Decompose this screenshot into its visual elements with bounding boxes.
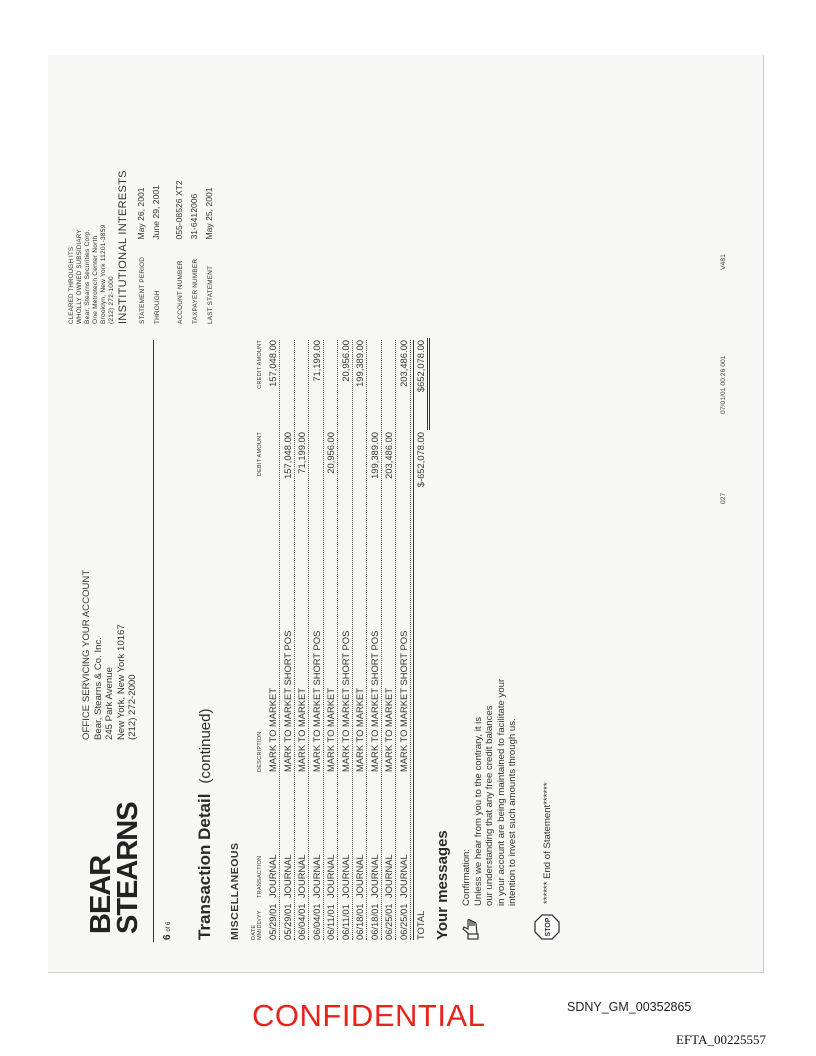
page-of: of 6 (166, 921, 172, 932)
total-debit: $-652,078.00 (415, 432, 426, 488)
stop-sign-icon (534, 914, 560, 940)
confirmation-message (461, 679, 519, 906)
office-line: OFFICE SERVICING YOUR ACCOUNT (81, 569, 92, 740)
field-label: ACCOUNT NUMBER (177, 260, 184, 324)
row-transaction: JOURNAL (325, 854, 336, 898)
total-underline (427, 338, 428, 430)
logo-line-2: STEARNS (112, 802, 144, 934)
clearing-small-line: WHOLLY OWNED SUBSIDIARY (76, 229, 83, 324)
statement-fields (131, 104, 214, 324)
row-description: MARK TO MARKET (325, 687, 336, 772)
header-transaction: TRANSACTION (257, 855, 263, 898)
field-value: June 29, 2001 (151, 185, 161, 240)
row-separator (308, 340, 309, 940)
office-line: (212) 272-2000 (127, 674, 138, 740)
section-title (195, 709, 215, 940)
footer-code-3: V481 (720, 254, 727, 270)
clearing-line: Bear, Stearns Securities Corp. (84, 229, 91, 324)
row-date: 06/11/01 (325, 904, 336, 940)
messages-title: Your messages (434, 830, 451, 940)
row-description: MARK TO MARKET (267, 687, 278, 772)
row-separator (381, 340, 382, 940)
stop-sign-label: STOP (545, 917, 552, 937)
header-credit: CREDIT AMOUNT (257, 340, 263, 389)
row-date: 06/18/01 (354, 903, 365, 940)
scanned-statement-page (48, 55, 764, 973)
row-date: 06/04/01 (310, 903, 322, 940)
row-description: MARK TO MARKET SHORT POS (310, 630, 322, 772)
footer-code-1: 027 (720, 492, 727, 504)
field-label: THROUGH (154, 290, 161, 324)
statement-field (146, 104, 169, 324)
header-debit: DEBIT AMOUNT (257, 432, 263, 477)
row-description: MARK TO MARKET SHORT POS (339, 630, 351, 772)
clearing-line: Brooklyn, New York 11201-3859 (100, 224, 107, 324)
row-separator (279, 340, 280, 940)
row-date: 06/11/01 (339, 904, 351, 940)
row-transaction: JOURNAL (281, 854, 293, 898)
row-debit: 71,199.00 (296, 432, 307, 474)
field-value: 055-08526 XT2 (174, 180, 184, 240)
clearing-line: One Metrotech Center North (92, 235, 99, 324)
field-label: TAXPAYER NUMBER (192, 258, 199, 324)
row-separator (323, 340, 324, 940)
total-credit: $652,078.00 (415, 340, 426, 393)
message-line: in your account are being maintained to facilitate your (495, 678, 507, 906)
row-description: MARK TO MARKET SHORT POS (281, 630, 293, 772)
end-of-statement: ****** End of Statement****** (542, 782, 553, 904)
row-date: 06/04/01 (296, 903, 307, 940)
message-line: Confirmation: (461, 848, 472, 906)
row-credit: 199,389.00 (354, 340, 365, 387)
pointing-hand-icon (460, 918, 480, 940)
total-top-rule (413, 340, 414, 940)
statement-field (184, 104, 199, 324)
header-date-top: DATE (251, 924, 257, 940)
row-separator (337, 340, 338, 940)
footer-code-2: 07/01/01 00:26 001 (720, 355, 727, 414)
bear-stearns-logo (85, 802, 144, 934)
row-separator (294, 340, 295, 940)
office-line: Bear, Stearns & Co. Inc. (92, 637, 104, 740)
row-transaction: JOURNAL (310, 854, 322, 898)
section-title-text: Transaction Detail (195, 793, 214, 940)
row-credit: 157,048.00 (267, 340, 278, 387)
header-date (251, 910, 263, 940)
field-label: STATEMENT PERIOD (139, 256, 146, 324)
row-debit: 203,486.00 (383, 432, 394, 479)
row-description: MARK TO MARKET SHORT POS (368, 630, 380, 772)
row-separator (366, 340, 367, 940)
field-value: 31-6412006 (189, 193, 199, 240)
clearing-line: (212) 272-1000 (108, 276, 115, 324)
row-transaction: JOURNAL (383, 854, 394, 898)
statement-field (131, 104, 146, 324)
total-label: TOTAL (415, 910, 426, 940)
row-date: 06/18/01 (368, 903, 380, 940)
page-current: 6 (162, 934, 173, 940)
rotated-statement-content (48, 55, 763, 972)
row-date: 06/25/01 (397, 903, 409, 940)
efta-number: EFTA_00225557 (676, 1032, 766, 1047)
row-credit: 71,199.00 (310, 340, 322, 382)
header-rule (153, 340, 154, 942)
statement-field (169, 104, 184, 324)
row-description: MARK TO MARKET (383, 687, 394, 772)
message-line: Unless we hear from you to the contrary, it is (472, 716, 484, 906)
header-description: DESCRIPTION (257, 731, 263, 772)
message-line: intention to invest such amounts through us. (507, 718, 519, 906)
clearing-info (68, 170, 129, 324)
row-transaction: JOURNAL (354, 854, 365, 898)
field-value: May 26, 2001 (136, 187, 146, 240)
row-transaction: JOURNAL (296, 854, 307, 898)
row-separator (395, 340, 396, 940)
subsection-title: MISCELLANEOUS (229, 842, 241, 940)
office-line: 245 Park Avenue (104, 667, 115, 740)
total-double-underline (429, 338, 430, 430)
row-debit: 20,956.00 (325, 432, 336, 474)
row-credit: 20,956.00 (339, 340, 351, 382)
row-debit: 199,389.00 (368, 432, 380, 479)
row-credit: 203,486.00 (397, 340, 409, 387)
header-date-bottom: MM/DD/YY (257, 910, 263, 940)
row-separator (352, 340, 353, 940)
row-debit: 157,048.00 (281, 432, 293, 479)
field-label: LAST STATEMENT (207, 265, 214, 324)
row-date: 05/29/01 (281, 903, 293, 940)
section-continued: (continued) (197, 708, 214, 784)
office-line: New York, New York 10167 (115, 624, 127, 740)
field-value: May 25, 2001 (204, 187, 214, 240)
row-transaction: JOURNAL (368, 854, 380, 898)
row-separator (410, 340, 411, 940)
client-name: INSTITUTIONAL INTERESTS (117, 170, 129, 324)
row-description: MARK TO MARKET (296, 687, 307, 772)
row-date: 06/25/01 (383, 903, 394, 940)
logo-line-1: BEAR (85, 855, 117, 934)
page-number (162, 922, 173, 940)
message-line: our understanding that any free credit balances (484, 705, 496, 906)
row-description: MARK TO MARKET SHORT POS (397, 630, 409, 772)
row-transaction: JOURNAL (339, 854, 351, 898)
row-description: MARK TO MARKET (354, 687, 365, 772)
clearing-small-line: CLEARED THROUGH ITS (68, 246, 75, 324)
bates-stamp: SDNY_GM_00352865 (567, 1000, 692, 1014)
row-transaction: JOURNAL (267, 854, 278, 898)
row-transaction: JOURNAL (397, 854, 409, 898)
row-date: 05/29/01 (267, 903, 278, 940)
confidential-watermark: CONFIDENTIAL (252, 998, 486, 1033)
office-address (81, 570, 139, 740)
statement-field (199, 104, 214, 324)
